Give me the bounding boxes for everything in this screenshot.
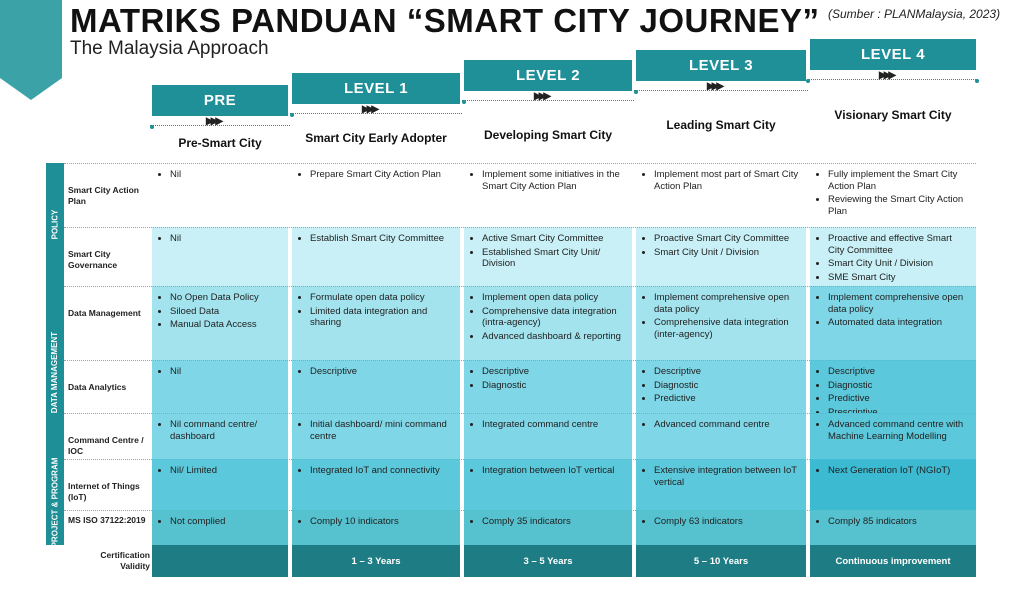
cell-bullet-item: • Predictive	[828, 393, 969, 405]
cell-bullet-list	[471, 465, 625, 477]
cell-bullet-item: • Reviewing the Smart City Action Plan	[828, 194, 969, 217]
matrix-cell-3-2	[464, 360, 632, 413]
connector-dot-1	[290, 113, 294, 117]
level-name-2: Developing Smart City	[483, 128, 613, 142]
cell-bullet-item: • Proactive and effective Smart City Committee	[828, 233, 969, 256]
row-divider-0	[64, 163, 976, 164]
level-header-2: LEVEL 2	[464, 60, 632, 91]
cell-bullet-item: • Not complied	[170, 516, 281, 528]
certification-cell-1: 1 – 3 Years	[292, 545, 460, 577]
cell-bullet-list	[817, 465, 969, 477]
matrix-cell-0-1	[292, 163, 460, 227]
cell-bullet-list	[471, 419, 625, 431]
matrix-cell-2-0	[152, 286, 288, 360]
cell-bullet-list	[643, 169, 799, 192]
cell-bullet-list	[643, 366, 799, 405]
cell-bullet-list	[817, 516, 969, 528]
section-label-2	[46, 459, 64, 545]
matrix-cell-1-0	[152, 227, 288, 286]
level-header-3: LEVEL 3	[636, 50, 806, 81]
cell-bullet-item: • Comply 35 indicators	[482, 516, 625, 528]
cell-bullet-list	[299, 292, 453, 329]
cell-bullet-item: • Integrated command centre	[482, 419, 625, 431]
matrix-cell-6-4	[810, 510, 976, 545]
cell-bullet-list	[159, 233, 281, 245]
matrix-cell-1-1	[292, 227, 460, 286]
cell-bullet-list	[159, 366, 281, 378]
matrix-cell-0-0	[152, 163, 288, 227]
row-label-4: Command Centre / IOC	[68, 435, 144, 456]
matrix-cell-3-1	[292, 360, 460, 413]
matrix-cell-1-2	[464, 227, 632, 286]
cell-bullet-item: • Manual Data Access	[170, 319, 281, 331]
row-divider-2	[64, 286, 976, 287]
level-name-4: Visionary Smart City	[834, 108, 952, 122]
row-label-3: Data Analytics	[68, 382, 127, 392]
cell-bullet-item: • Fully implement the Smart City Action Plan	[828, 169, 969, 192]
page-title: MATRIKS PANDUAN “SMART CITY JOURNEY”	[70, 2, 820, 39]
cell-bullet-item: • Nil command centre/ dashboard	[170, 419, 281, 442]
cell-bullet-item: • Established Smart City Unit/ Division	[482, 247, 625, 270]
cell-bullet-item: • Integration between IoT vertical	[482, 465, 625, 477]
cell-bullet-item: • SME Smart City	[828, 272, 969, 284]
connector-dot-0	[150, 125, 154, 129]
level-arrow-icon-4: ▶▶▶	[879, 70, 894, 81]
matrix-cell-0-2	[464, 163, 632, 227]
cell-bullet-item: • Nil/ Limited	[170, 465, 281, 477]
cell-bullet-item: • Advanced command centre	[654, 419, 799, 431]
section-label-1	[46, 286, 64, 459]
cell-bullet-item: • Extensive integration between IoT vertical	[654, 465, 799, 488]
matrix-cell-6-3	[636, 510, 806, 545]
level-name-1: Smart City Early Adopter	[305, 131, 447, 145]
certification-cell-4: Continuous improvement	[810, 545, 976, 577]
cell-bullet-list	[471, 233, 625, 270]
cell-bullet-item: • Nil	[170, 366, 281, 378]
cell-bullet-list	[471, 366, 625, 391]
cell-bullet-list	[817, 169, 969, 217]
cell-bullet-item: • Implement comprehensive open data policy	[828, 292, 969, 315]
matrix-cell-4-1	[292, 413, 460, 459]
cell-bullet-item: • Active Smart City Committee	[482, 233, 625, 245]
matrix-cell-2-4	[810, 286, 976, 360]
cell-bullet-list	[159, 516, 281, 528]
row-divider-1	[64, 227, 976, 228]
row-label-6: MS ISO 37122:2019	[68, 515, 146, 525]
cell-bullet-item: • Descriptive	[482, 366, 625, 378]
cell-bullet-item: • Diagnostic	[654, 380, 799, 392]
cell-bullet-item: • Limited data integration and sharing	[310, 306, 453, 329]
cell-bullet-list	[159, 292, 281, 331]
matrix-cell-5-2	[464, 459, 632, 510]
cell-bullet-item: • Next Generation IoT (NGIoT)	[828, 465, 969, 477]
level-name-3: Leading Smart City	[666, 118, 776, 132]
connector-dot-2	[462, 100, 466, 104]
cell-bullet-item: • Comply 10 indicators	[310, 516, 453, 528]
cell-bullet-list	[159, 419, 281, 442]
cell-bullet-item: • Implement some initiatives in the Smart City Action Plan	[482, 169, 625, 192]
matrix-cell-5-3	[636, 459, 806, 510]
cell-bullet-item: • Comply 63 indicators	[654, 516, 799, 528]
matrix-cell-6-1	[292, 510, 460, 545]
cell-bullet-item: • Implement most part of Smart City Action Plan	[654, 169, 799, 192]
cell-bullet-item: • Comply 85 indicators	[828, 516, 969, 528]
matrix-cell-3-3	[636, 360, 806, 413]
cell-bullet-list	[817, 233, 969, 283]
cell-bullet-list	[299, 366, 453, 378]
certification-cell-0	[152, 545, 288, 577]
level-arrow-icon-1: ▶▶▶	[362, 104, 377, 115]
matrix-cell-4-2	[464, 413, 632, 459]
level-arrow-icon-0: ▶▶▶	[206, 116, 221, 127]
cell-bullet-item: • Descriptive	[654, 366, 799, 378]
level-arrow-icon-3: ▶▶▶	[707, 81, 722, 92]
cell-bullet-item: • Comprehensive data integration (intra-agency)	[482, 306, 625, 329]
section-label-0	[46, 163, 64, 286]
cell-bullet-item: • Diagnostic	[482, 380, 625, 392]
matrix-cell-4-4	[810, 413, 976, 459]
cell-bullet-list	[471, 516, 625, 528]
source-note: (Sumber : PLANMalaysia, 2023)	[828, 7, 1001, 21]
matrix-cell-6-2	[464, 510, 632, 545]
matrix-cell-3-4	[810, 360, 976, 413]
section-label-text: PROJECT & PROGRAM	[50, 457, 60, 547]
section-label-text: DATA MANAGEMENT	[50, 331, 60, 414]
connector-dot-4	[806, 79, 810, 83]
cell-bullet-list	[299, 233, 453, 245]
matrix-cell-2-1	[292, 286, 460, 360]
cell-bullet-item: • Descriptive	[310, 366, 453, 378]
cell-bullet-item: • Prepare Smart City Action Plan	[310, 169, 453, 181]
row-divider-5	[64, 459, 976, 460]
level-arrow-icon-2: ▶▶▶	[534, 91, 549, 102]
cell-bullet-item: • Proactive Smart City Committee	[654, 233, 799, 245]
matrix-cell-5-0	[152, 459, 288, 510]
row-label-2: Data Management	[68, 308, 141, 318]
cell-bullet-item: • Diagnostic	[828, 380, 969, 392]
row-divider-6	[64, 510, 976, 511]
level-header-4: LEVEL 4	[810, 39, 976, 70]
cell-bullet-item: • Establish Smart City Committee	[310, 233, 453, 245]
cell-bullet-item: • Advanced dashboard & reporting	[482, 331, 625, 343]
row-divider-3	[64, 360, 976, 361]
page-subtitle: The Malaysia Approach	[70, 38, 269, 59]
cell-bullet-list	[159, 169, 281, 181]
matrix-cell-4-3	[636, 413, 806, 459]
cell-bullet-list	[471, 169, 625, 192]
row-divider-4	[64, 413, 976, 414]
level-name-0: Pre-Smart City	[178, 136, 262, 150]
cell-bullet-list	[299, 169, 453, 181]
section-label-text: POLICY	[50, 209, 60, 240]
cell-bullet-list	[299, 465, 453, 477]
row-label-5: Internet of Things (IoT)	[68, 481, 140, 502]
cell-bullet-item: • Implement comprehensive open data policy	[654, 292, 799, 315]
cell-bullet-list	[299, 419, 453, 442]
row-label-0: Smart City Action Plan	[68, 185, 140, 206]
cell-bullet-item: • Nil	[170, 169, 281, 181]
cell-bullet-list	[643, 465, 799, 488]
certification-label: Certification Validity	[100, 550, 150, 571]
matrix-cell-4-0	[152, 413, 288, 459]
connector-dot-5	[975, 79, 979, 83]
cell-bullet-item: • Siloed Data	[170, 306, 281, 318]
cell-bullet-list	[471, 292, 625, 342]
cell-bullet-list	[643, 292, 799, 340]
certification-cell-2: 3 – 5 Years	[464, 545, 632, 577]
cell-bullet-item: • Formulate open data policy	[310, 292, 453, 304]
cell-bullet-item: • No Open Data Policy	[170, 292, 281, 304]
cell-bullet-list	[817, 419, 969, 442]
cell-bullet-list	[299, 516, 453, 528]
matrix-cell-0-4	[810, 163, 976, 227]
cell-bullet-item: • Nil	[170, 233, 281, 245]
cell-bullet-list	[643, 233, 799, 258]
cell-bullet-list	[817, 292, 969, 329]
cell-bullet-item: • Implement open data policy	[482, 292, 625, 304]
cell-bullet-item: • Predictive	[654, 393, 799, 405]
cell-bullet-item: • Advanced command centre with Machine Learning Modelling	[828, 419, 969, 442]
matrix-cell-5-4	[810, 459, 976, 510]
connector-dot-3	[634, 90, 638, 94]
matrix-cell-1-4	[810, 227, 976, 286]
cell-bullet-item: • Smart City Unit / Division	[654, 247, 799, 259]
cell-bullet-list	[159, 465, 281, 477]
corner-decoration	[0, 0, 62, 100]
cell-bullet-item: • Smart City Unit / Division	[828, 258, 969, 270]
cell-bullet-item: • Initial dashboard/ mini command centre	[310, 419, 453, 442]
matrix-cell-1-3	[636, 227, 806, 286]
cell-bullet-list	[643, 419, 799, 431]
row-label-1: Smart City Governance	[68, 249, 118, 270]
matrix-cell-6-0	[152, 510, 288, 545]
matrix-cell-3-0	[152, 360, 288, 413]
level-header-1: LEVEL 1	[292, 73, 460, 104]
cell-bullet-item: • Integrated IoT and connectivity	[310, 465, 453, 477]
cell-bullet-list	[643, 516, 799, 528]
cell-bullet-list	[817, 366, 969, 418]
certification-cell-3: 5 – 10 Years	[636, 545, 806, 577]
matrix-cell-5-1	[292, 459, 460, 510]
level-header-0: PRE	[152, 85, 288, 116]
cell-bullet-item: • Automated data integration	[828, 317, 969, 329]
cell-bullet-item: • Comprehensive data integration (inter-agency)	[654, 317, 799, 340]
matrix-cell-0-3	[636, 163, 806, 227]
matrix-cell-2-3	[636, 286, 806, 360]
cell-bullet-item: • Descriptive	[828, 366, 969, 378]
matrix-cell-2-2	[464, 286, 632, 360]
